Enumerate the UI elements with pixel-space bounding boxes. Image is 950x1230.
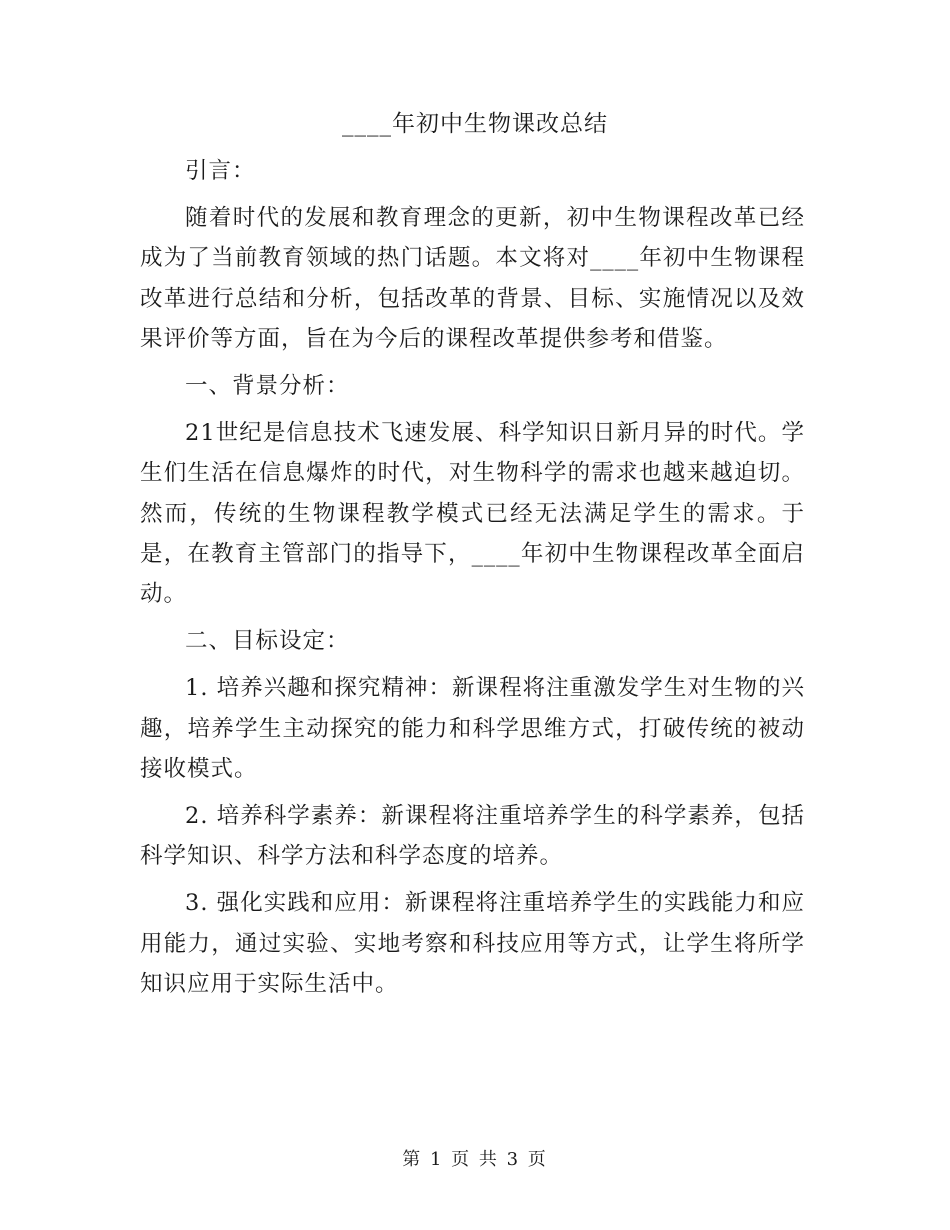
document-body (140, 151, 805, 1011)
paragraph-background: 21世纪是信息技术飞速发展、科学知识日新月异的时代。学生们生活在信息爆炸的时代，对生物科学的需求也越来越迫切。然而，传统的生物课程教学模式已经无法满足学生的需求。于是，在教育主管部门的指导下，____年初中生物课程改革全面启动。 (140, 420, 805, 608)
paragraph-goal-2: 2. 培养科学素养：新课程将注重培养学生的科学素养，包括科学知识、科学方法和科学态度的培养。 (140, 803, 805, 870)
document-title: ____年初中生物课改总结 (342, 111, 608, 137)
page-footer: 第 1 页 共 3 页 (402, 1149, 548, 1170)
paragraph-intro: 随着时代的发展和教育理念的更新，初中生物课程改革已经成为了当前教育领域的热门话题。本文将对____年初中生物课程改革进行总结和分析，包括改革的背景、目标、实施情况以及效果评价等方面，旨在为今后的课程改革提供参考和借鉴。 (140, 205, 805, 352)
paragraph-goal-1: 1. 培养兴趣和探究精神：新课程将注重激发学生对生物的兴趣，培养学生主动探究的能力和科学思维方式，打破传统的被动接收模式。 (140, 675, 805, 782)
paragraph-background-heading: 一、背景分析： (185, 373, 350, 400)
paragraph-goals-heading: 二、目标设定： (185, 628, 350, 655)
paragraph-intro-heading: 引言： (185, 158, 256, 184)
paragraph-goal-3: 3. 强化实践和应用：新课程将注重培养学生的实践能力和应用能力，通过实验、实地考察和科技应用等方式，让学生将所学知识应用于实际生活中。 (140, 890, 805, 997)
